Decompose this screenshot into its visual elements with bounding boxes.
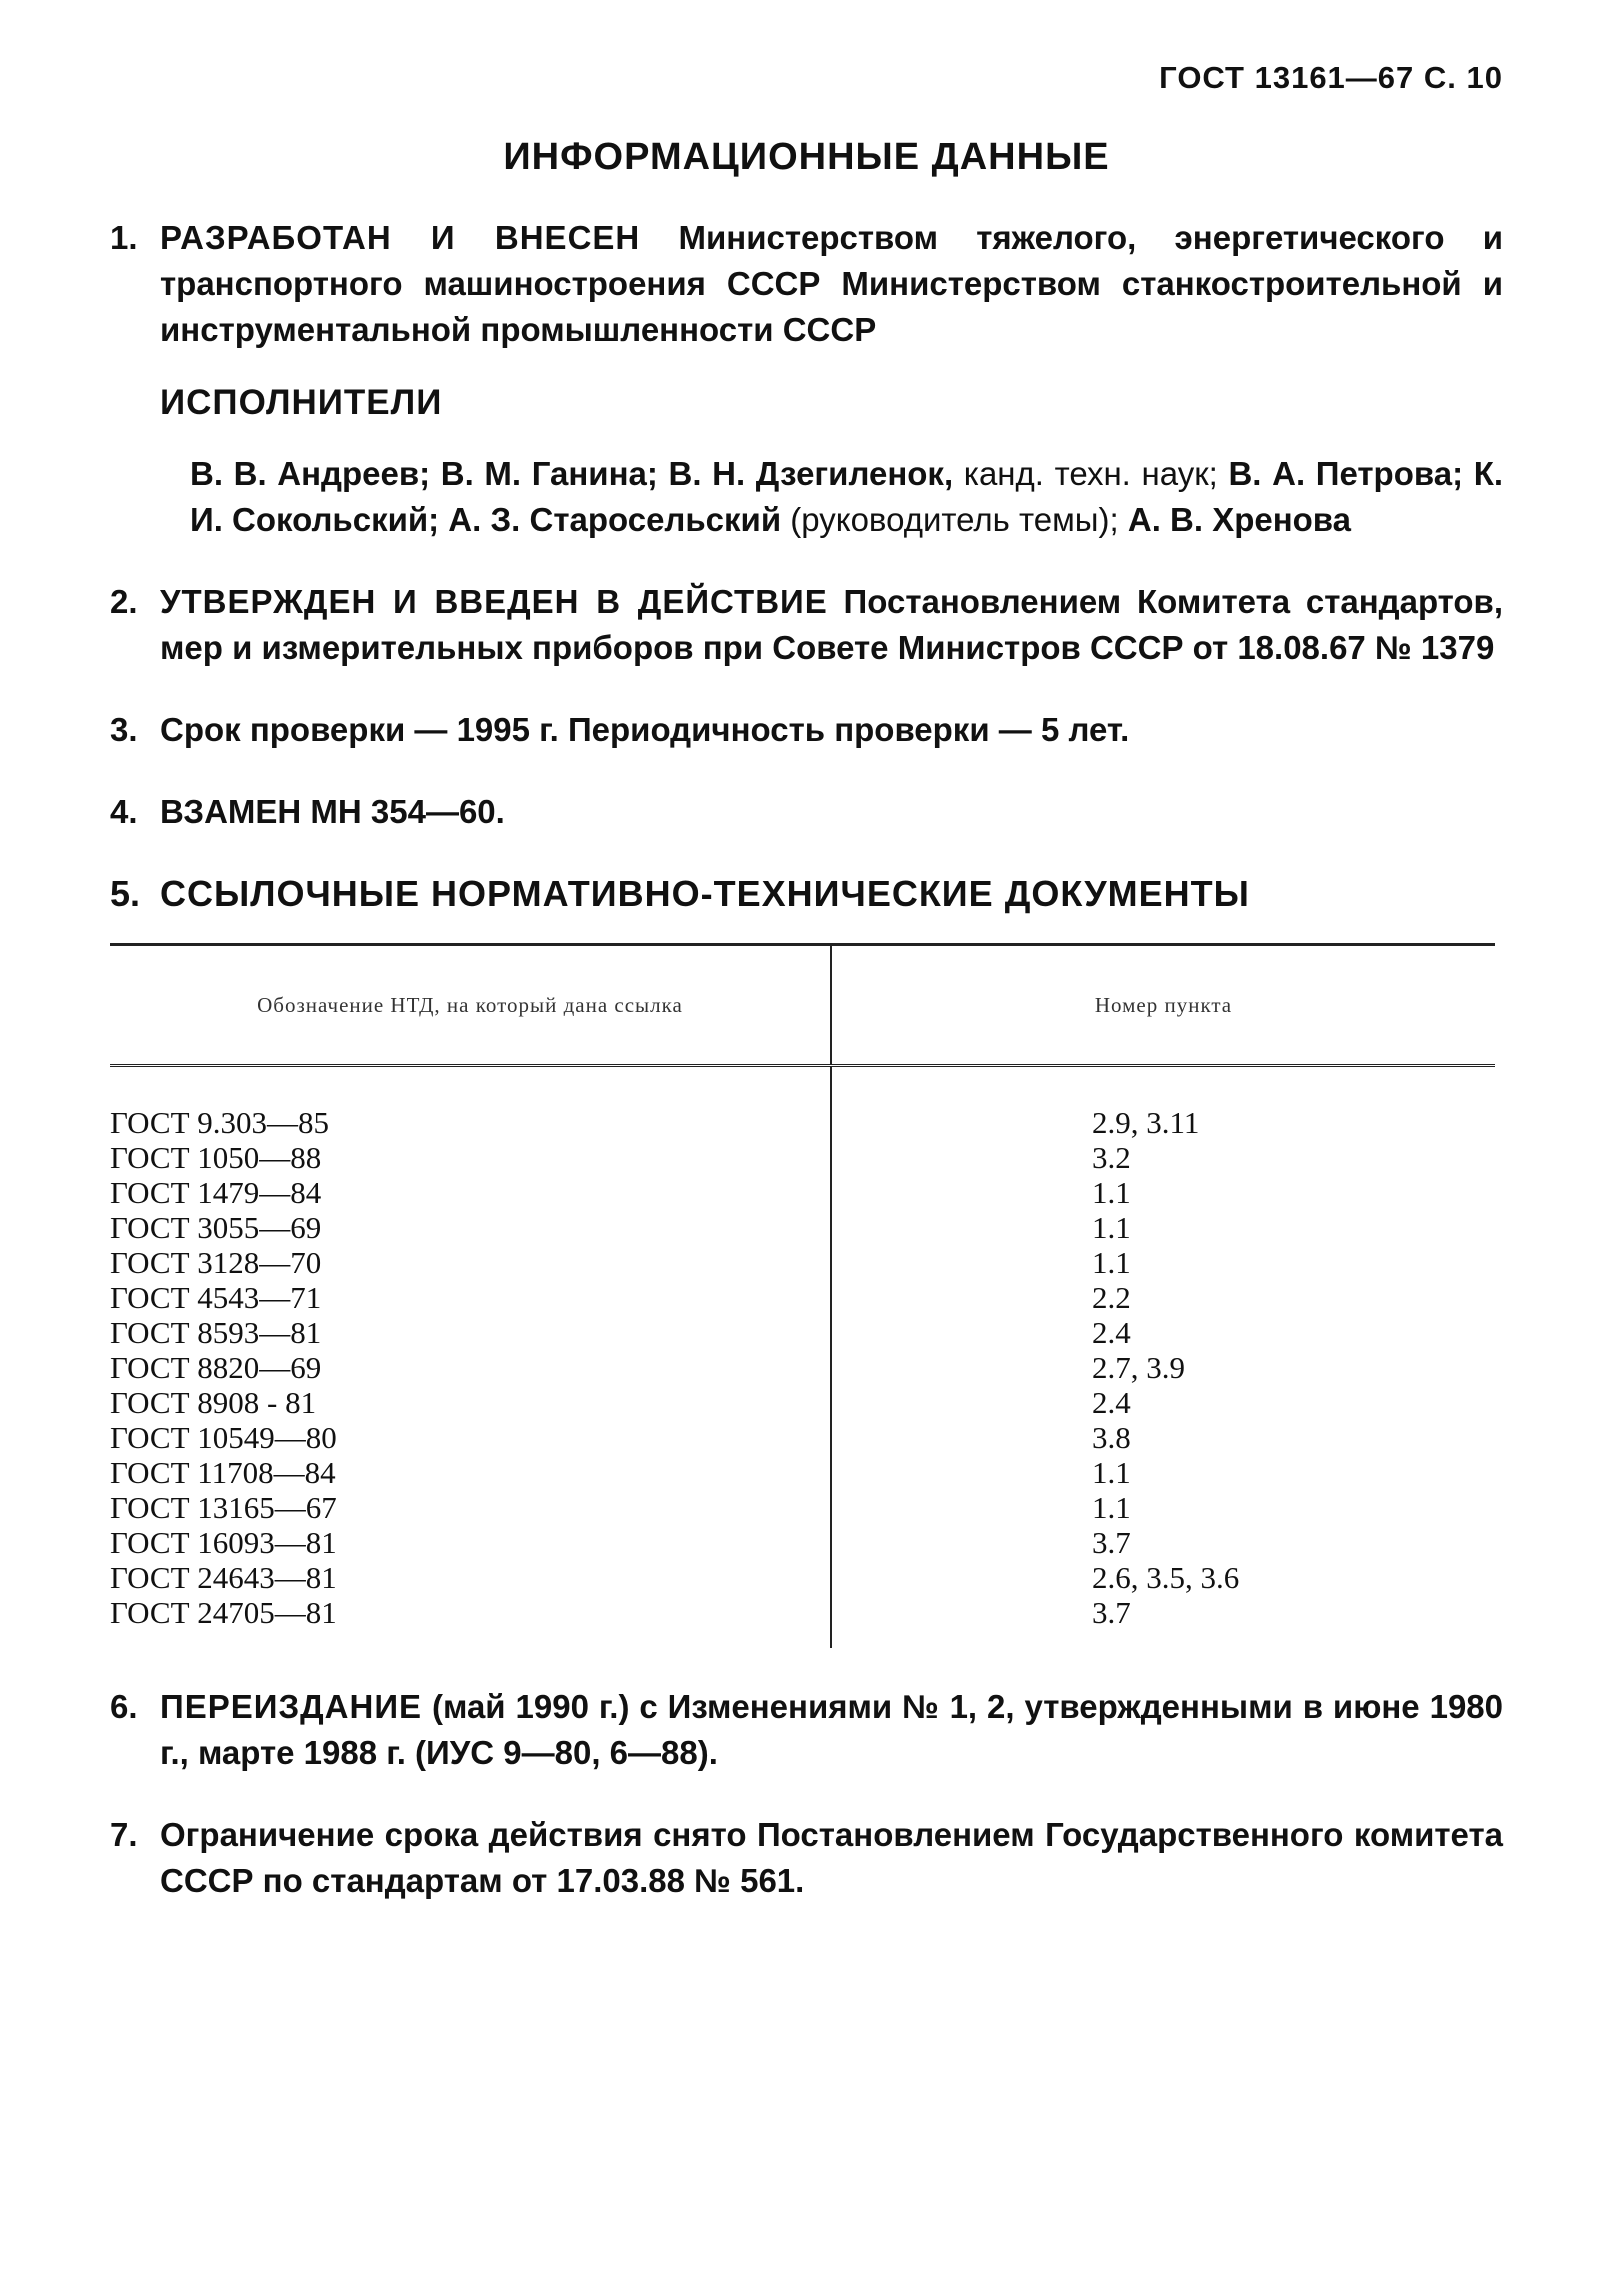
table-row	[110, 1385, 1495, 1420]
page-header: ГОСТ 13161—67 С. 10	[1159, 60, 1503, 95]
clause-cell: 2.2	[1092, 1280, 1131, 1315]
references-table	[110, 943, 1495, 1648]
section-1	[110, 215, 1503, 353]
executors-list: В. В. Андреев; В. М. Ганина; В. Н. Дзегиленок, канд. техн. наук; В. А. Петрова; К. И. Сокольский; А. З. Старосельский (руководитель темы); А. В. Хренова	[190, 455, 1504, 538]
table-row	[110, 1350, 1495, 1385]
document-cell: ГОСТ 13165—67	[110, 1490, 831, 1525]
section-3	[110, 707, 1503, 753]
table-row	[110, 1210, 1495, 1245]
clause-cell: 3.2	[1092, 1140, 1131, 1175]
table-row	[110, 1455, 1495, 1490]
clause-cell: 3.7	[1092, 1595, 1131, 1630]
section-lead: РАЗРАБОТАН И ВНЕСЕН	[160, 219, 641, 256]
section-number: 5.	[110, 873, 141, 914]
page-title: ИНФОРМАЦИОННЫЕ ДАННЫЕ	[503, 136, 1110, 178]
executors-heading: ИСПОЛНИТЕЛИ	[160, 383, 443, 422]
section-7	[110, 1812, 1503, 1904]
table-row	[110, 1560, 1495, 1595]
column-header-clause: Номер пункта	[831, 945, 1495, 1066]
document-cell: ГОСТ 3128—70	[110, 1245, 831, 1280]
section-6	[110, 1684, 1503, 1776]
clause-cell: 2.6, 3.5, 3.6	[1092, 1560, 1240, 1595]
section-number: 3.	[110, 711, 138, 748]
table-row	[110, 1140, 1495, 1175]
clause-cell: 2.4	[1092, 1315, 1131, 1350]
document-cell: ГОСТ 11708—84	[110, 1455, 831, 1490]
section-text: ССЫЛОЧНЫЕ НОРМАТИВНО-ТЕХНИЧЕСКИЕ ДОКУМЕНТЫ	[160, 873, 1250, 914]
table-row	[110, 1175, 1495, 1210]
table-row	[110, 1420, 1495, 1455]
document-cell: ГОСТ 10549—80	[110, 1420, 831, 1455]
section-lead: ПЕРЕИЗДАНИЕ	[160, 1688, 423, 1725]
document-cell: ГОСТ 24705—81	[110, 1595, 831, 1648]
section-text: Министерством тяжелого, энергетического и транспортного машиностроения СССР Министерством станкостроительной и инструментальной промышленности СССР	[160, 219, 1504, 348]
section-number: 7.	[110, 1816, 138, 1853]
document-cell: ГОСТ 9.303—85	[110, 1066, 831, 1141]
table-row	[110, 1490, 1495, 1525]
document-cell: ГОСТ 24643—81	[110, 1560, 831, 1595]
section-number: 2.	[110, 583, 138, 620]
document-cell: ГОСТ 1479—84	[110, 1175, 831, 1210]
section-text: (май 1990 г.) с Изменениями № 1, 2, утвержденными в июне 1980 г., марте 1988 г. (ИУС 9—80, 6—88).	[160, 1688, 1503, 1771]
section-4	[110, 789, 1503, 835]
table-row	[110, 1280, 1495, 1315]
document-cell: ГОСТ 8820—69	[110, 1350, 831, 1385]
document-cell: ГОСТ 3055—69	[110, 1210, 831, 1245]
section-2	[110, 579, 1503, 671]
section-lead: УТВЕРЖДЕН И ВВЕДЕН В ДЕЙСТВИЕ	[160, 583, 828, 620]
section-number: 4.	[110, 793, 138, 830]
document-cell: ГОСТ 8908 - 81	[110, 1385, 831, 1420]
table-row	[110, 1245, 1495, 1280]
clause-cell: 3.8	[1092, 1420, 1131, 1455]
clause-cell: 2.9, 3.11	[1092, 1105, 1200, 1140]
references-table-body	[110, 1066, 1495, 1649]
column-header-document: Обозначение НТД, на который дана ссылка	[110, 945, 831, 1066]
section-number: 1.	[110, 219, 138, 256]
document-cell: ГОСТ 8593—81	[110, 1315, 831, 1350]
section-text: Срок проверки — 1995 г. Периодичность проверки — 5 лет.	[160, 711, 1130, 748]
clause-cell: 1.1	[1092, 1455, 1131, 1490]
table-row	[110, 1066, 1495, 1141]
section-number: 6.	[110, 1688, 138, 1725]
table-row	[110, 1525, 1495, 1560]
table-row	[110, 1595, 1495, 1648]
clause-cell: 1.1	[1092, 1245, 1131, 1280]
clause-cell: 3.7	[1092, 1525, 1131, 1560]
section-text: Ограничение срока действия снято Постановлением Государственного комитета СССР по стандартам от 17.03.88 № 561.	[160, 1816, 1503, 1899]
document-cell: ГОСТ 4543—71	[110, 1280, 831, 1315]
document-cell: ГОСТ 16093—81	[110, 1525, 831, 1560]
section-5	[110, 871, 1503, 917]
document-cell: ГОСТ 1050—88	[110, 1140, 831, 1175]
section-text: Постановлением Комитета стандартов, мер и измерительных приборов при Совете Министров СССР от 18.08.67 № 1379	[160, 583, 1504, 666]
clause-cell: 2.7, 3.9	[1092, 1350, 1185, 1385]
clause-cell: 1.1	[1092, 1210, 1131, 1245]
clause-cell: 1.1	[1092, 1175, 1131, 1210]
section-text: ВЗАМЕН МН 354—60.	[160, 793, 505, 830]
clause-cell: 2.4	[1092, 1385, 1131, 1420]
table-row	[110, 1315, 1495, 1350]
clause-cell: 1.1	[1092, 1490, 1131, 1525]
